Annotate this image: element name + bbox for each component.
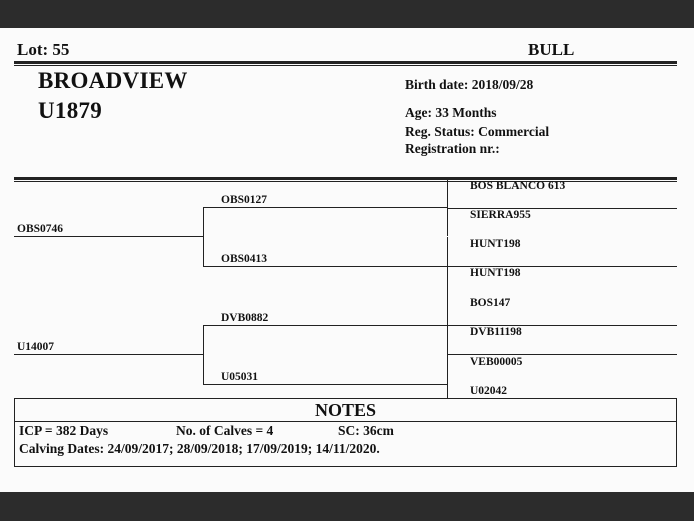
ggp-line-7 (447, 354, 677, 355)
ggp-line-2 (447, 208, 677, 209)
scrotal-circumference: SC: 36cm (338, 423, 394, 438)
sire-sire: OBS0127 (221, 194, 268, 206)
registration-status: Reg. Status: Commercial (405, 124, 550, 139)
notes-box (14, 398, 677, 467)
dam-line (14, 354, 204, 355)
great-grandparent-3: HUNT198 (470, 238, 521, 250)
dam-dam-line (203, 384, 448, 385)
pedigree-top-rule (14, 177, 677, 180)
age: Age: 33 Months (405, 105, 497, 120)
great-grandparent-6: DVB11198 (470, 326, 522, 338)
sire: OBS0746 (17, 223, 64, 235)
icp-value: ICP = 382 Days (19, 423, 109, 438)
header-rule-thick (14, 61, 677, 64)
dam-dam: U05031 (221, 371, 259, 383)
lot-number: Lot: 55 (17, 40, 70, 59)
dam-dam-bracket (447, 355, 448, 398)
calving-dates: Calving Dates: 24/09/2017; 28/09/2018; 17/09/2019; 14/11/2020. (19, 441, 380, 456)
dam: U14007 (17, 341, 55, 353)
sale-catalogue-page (0, 28, 694, 492)
animal-name: BROADVIEW (38, 68, 188, 93)
sire-dam: OBS0413 (221, 253, 268, 265)
birth-date: Birth date: 2018/09/28 (405, 77, 534, 92)
great-grandparent-5: BOS147 (470, 297, 511, 309)
number-of-calves: No. of Calves = 4 (176, 423, 274, 438)
dam-bracket (203, 325, 204, 384)
notes-title: NOTES (314, 400, 377, 420)
great-grandparent-1: BOS BLANCO 613 (470, 180, 566, 192)
dam-sire-line (203, 325, 448, 326)
ggp-line-6 (447, 325, 677, 326)
sire-dam-line (203, 266, 448, 267)
great-grandparent-8: U02042 (470, 385, 508, 397)
dam-sire: DVB0882 (221, 312, 269, 324)
sire-sire-line (203, 207, 448, 208)
great-grandparent-2: SIERRA955 (470, 209, 531, 221)
great-grandparent-4: HUNT198 (470, 267, 521, 279)
sire-sire-bracket (447, 178, 448, 236)
header-rule-thin (14, 65, 677, 66)
animal-id: U1879 (38, 98, 103, 123)
sire-line (14, 236, 204, 237)
ggp-line-4 (447, 266, 677, 267)
sire-bracket (203, 207, 204, 266)
animal-sex: BULL (528, 40, 575, 59)
great-grandparent-7: VEB00005 (470, 356, 523, 368)
pedigree-top-rule-thin (14, 181, 677, 182)
registration-number: Registration nr.: (405, 141, 500, 156)
